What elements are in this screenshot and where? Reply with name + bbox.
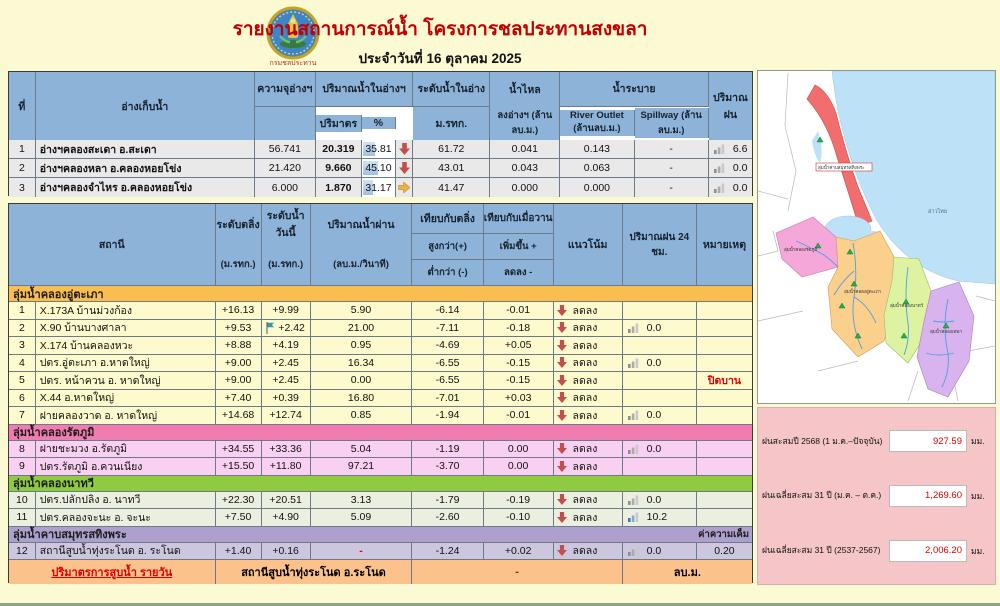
trend-cell: ลดลง: [554, 372, 623, 390]
trend-cell: ลดลง: [554, 320, 623, 338]
map-peninsula-label: ลุ่มน้ำคาบสมุทรสทิงพระ: [818, 165, 865, 170]
level-value: 43.01: [413, 159, 490, 178]
rain-stats-panel: [757, 407, 996, 585]
remark-cell: [697, 407, 752, 425]
rain-bars-icon: [714, 183, 725, 193]
rain-cell: 0.0: [623, 407, 697, 425]
col-level-unit: ม.รทก.: [413, 107, 490, 141]
percent-cell: [362, 178, 396, 197]
pumping-station-label: สถานีสูบน้ำทุ่งระโนด อ.ระโนด: [216, 560, 413, 584]
inflow-value: 0.000: [490, 178, 560, 197]
station-row: 1 X.173A บ้านม่วงก้อง +16.13 +9.99 5.90 -6.14 -0.01 ลดลง: [9, 302, 752, 320]
percent-cell: [362, 140, 396, 159]
map-nathawi-label: ลุ่มน้ำคลองนาทวี: [890, 303, 924, 308]
basin-map-panel: [757, 70, 996, 404]
col-volume-group: ปริมาณน้ำในอ่างฯ: [316, 72, 413, 107]
rain-stat-label: ฝนเฉลี่ยสะสม 31 ปี (2537-2567): [762, 544, 881, 555]
down-arrow-icon: [396, 159, 413, 178]
col-spillway: Spillway (ล้านลบ.ม.): [635, 108, 709, 138]
station-table: [8, 203, 753, 583]
trend-cell: ลดลง: [554, 407, 623, 425]
down-arrow-icon: [557, 392, 567, 403]
remark-cell: ปิดบาน: [697, 372, 752, 390]
col-level-group: ระดับน้ำในอ่าง: [413, 72, 490, 107]
percent-value: 35.81: [365, 143, 392, 155]
remark-cell: [697, 320, 752, 338]
right-arrow-icon: [396, 178, 413, 197]
station-row: 2 X.90 บ้านบางศาลา +9.53 +2.42 21.00 -7.11 -0.18 ลดลง 0.0: [9, 320, 752, 338]
col-flow: ปริมาณน้ำผ่าน: [311, 204, 413, 245]
rain-value: 0.0: [732, 181, 748, 194]
station-name: ปตร. หน้าควน อ. หาดใหญ่: [36, 372, 216, 390]
flag-icon: [266, 322, 275, 334]
station-name: X.174 บ้านคลองหวะ: [36, 337, 216, 355]
rain-stat-row: [762, 540, 991, 562]
down-arrow-icon: [557, 322, 567, 333]
rain-cell: [709, 140, 752, 159]
col-capacity: ความจุอ่างฯ: [255, 72, 316, 107]
report-date: ประจำวันที่ 16 ตุลาคม 2025: [358, 51, 522, 66]
pumping-unit-label: ลบ.ม.: [673, 567, 701, 579]
rain-value: 6.6: [732, 143, 748, 155]
row-no: 2: [9, 159, 36, 178]
pumping-footer-row: [9, 560, 752, 584]
down-arrow-icon: [557, 545, 567, 556]
reservoir-table: [8, 71, 753, 196]
rain-bars-icon: [628, 495, 639, 505]
section-label: ลุ่มน้ำคาบสมุทรสทิงพระ: [13, 529, 127, 541]
section-sathingphra: [9, 527, 752, 543]
col-discharge-group: น้ำระบาย: [560, 72, 709, 107]
col-inflow-top: น้ำไหล: [490, 72, 560, 106]
down-arrow-icon: [557, 461, 567, 472]
percent-value: 31.17: [365, 181, 392, 194]
col-vs-yesterday: เทียบกับเมื่อวาน: [484, 204, 554, 234]
col-inflow-unit: ลงอ่างฯ (ล้านลบ.ม.): [490, 106, 560, 140]
rain-stat-label: ฝนสะสมปี 2568 (1 ม.ค.–ปัจจุบัน): [762, 435, 883, 446]
station-name: ฝายชะมวง อ.รัตภูมิ: [36, 441, 216, 459]
salinity-value: 0.20: [697, 543, 752, 561]
percent-value: 45.10: [365, 162, 392, 174]
section-nathawi: [9, 476, 752, 492]
rain-stat-row: [762, 430, 991, 452]
col-vs-bank: เทียบกับตลิ่ง: [412, 204, 483, 234]
volume-value: 9.660: [316, 159, 362, 178]
remark-cell: [697, 492, 752, 510]
trend-cell: ลดลง: [554, 337, 623, 355]
rain-bars-icon: [628, 323, 639, 333]
spillway-value: -: [635, 140, 709, 159]
remark-cell: [697, 355, 752, 373]
station-row: 5 ปตร. หน้าควน อ. หาดใหญ่ +9.00 +2.45 0.00 -6.55 -0.15 ลดลง ปิดบาน: [9, 372, 752, 390]
down-arrow-icon: [557, 305, 567, 316]
remark-cell: [697, 337, 752, 355]
station-row: 10 ปตร.ปลักปลิง อ. นาทวี +22.30 +20.51 3.13 -1.79 -0.19 ลดลง 0.0: [9, 492, 752, 510]
down-arrow-icon: [396, 140, 413, 159]
station-name: ปตร.ปลักปลิง อ. นาทวี: [36, 492, 216, 510]
rain-bars-icon: [628, 358, 639, 368]
station-row: 3 X.174 บ้านคลองหวะ +8.88 +4.19 0.95 -4.69 +0.05 ลดลง: [9, 337, 752, 355]
section-label: ลุ่มน้ำคลองนาทวี: [13, 478, 94, 490]
station-row: 12 สถานีสูบน้ำทุ่งระโนด อ. ระโนด +1.40 +0.16 - -1.24 +0.02 ลดลง 0.0 0.20: [9, 543, 752, 561]
col-bank: ระดับตลิ่ง: [216, 204, 262, 245]
volume-value: 1.870: [316, 178, 362, 197]
col-remark: หมายเหตุ: [697, 204, 752, 286]
rain-cell: [709, 178, 752, 197]
section-label: ลุ่มน้ำคลองรัตภูมิ: [13, 427, 95, 439]
station-name: ปตร.รัตภูมิ อ.ควนเนียง: [36, 458, 216, 476]
col-rain-24h: ปริมาณฝน 24 ชม.: [623, 204, 697, 286]
reservoir-row: [9, 159, 752, 178]
remark-cell: [697, 458, 752, 476]
reservoir-name: อ่างฯคลองหลา อ.คลองหอยโข่ง: [36, 159, 255, 178]
rain-value: 0.0: [732, 162, 748, 174]
rain-cell: [623, 302, 697, 320]
row-no: 1: [9, 140, 36, 159]
trend-cell: ลดลง: [554, 390, 623, 408]
col-today: ระดับน้ำวันนี้: [262, 204, 311, 245]
reservoir-table-header: [9, 72, 752, 140]
rain-cell: 0.0: [623, 355, 697, 373]
trend-cell: ลดลง: [554, 302, 623, 320]
reservoir-row: [9, 178, 752, 197]
map-sea-label: อ่าวไทย: [928, 209, 948, 215]
map-thepha-label: ลุ่มน้ำคลองเทพา: [930, 329, 962, 334]
map-utapao-label: ลุ่มน้ำคลองอู่ตะเภา: [844, 289, 882, 294]
rain-cell: 10.2: [623, 509, 697, 527]
inflow-value: 0.043: [490, 159, 560, 178]
trend-cell: ลดลง: [554, 458, 623, 476]
river-outlet-value: 0.063: [560, 159, 634, 178]
spillway-value: -: [635, 178, 709, 197]
remark-cell: [697, 441, 752, 459]
rain-stat-unit: มม.: [971, 545, 985, 556]
spillway-value: -: [635, 159, 709, 178]
rain-cell: [623, 458, 697, 476]
salinity-column-label: ค่าความเค็ม: [698, 528, 749, 540]
down-arrow-icon: [557, 340, 567, 351]
trend-cell: ลดลง: [554, 441, 623, 459]
rain-cell: [623, 390, 697, 408]
river-outlet-value: 0.000: [560, 178, 634, 197]
section-rattaphum: [9, 425, 752, 441]
rain-bars-icon: [628, 410, 639, 420]
trend-cell: ลดลง: [554, 492, 623, 510]
col-no: ที่: [9, 72, 36, 140]
rain-cell: [623, 372, 697, 390]
capacity-value: 56.741: [255, 140, 316, 159]
remark-cell: [697, 390, 752, 408]
station-row: 8 ฝายชะมวง อ.รัตภูมิ +34.55 +33.36 5.04 -1.19 0.00 ลดลง 0.0: [9, 441, 752, 459]
rain-bars-icon: [628, 546, 639, 556]
col-river-outlet: River Outlet (ล้านลบ.ม.): [560, 110, 634, 136]
down-arrow-icon: [557, 375, 567, 386]
col-volume: ปริมาตร: [316, 115, 362, 132]
station-row: 6 X.44 อ.หาดใหญ่ +7.40 +0.39 16.80 -7.01 +0.03 ลดลง: [9, 390, 752, 408]
section-utapao: [9, 286, 752, 302]
station-table-header: สถานี ระดับตลิ่ง (ม.รทก.) ระดับน้ำวันนี้ (ม.รทก.) ปริมาณน้ำผ่าน (ลบ.ม./วินาที) เทียบกับตลิ่ง สูงกว่า(+) ต่ำกว่า (-) เทียบกับเมื่อวาน เพิ่มขึ้น + ลดลง - แนวโน้ม ปริมาณฝน 24 ชม. หมายเหตุ: [9, 204, 752, 286]
volume-value: 20.319: [316, 140, 362, 159]
page-title: รายงานสถานการณ์น้ำ โครงการชลประทานสงขลา: [232, 19, 648, 40]
level-value: 61.72: [413, 140, 490, 159]
reservoir-name: อ่างฯคลองสะเดา อ.สะเดา: [36, 140, 255, 159]
col-reservoir: อ่างเก็บน้ำ: [36, 72, 255, 140]
remark-cell: [697, 509, 752, 527]
rain-cell: [623, 337, 697, 355]
rain-stat-value: 2,006.20: [889, 540, 967, 562]
map-rattaphum-label: ลุ่มน้ำคลองรัตภูมิ: [784, 247, 818, 252]
station-name: X.173A บ้านม่วงก้อง: [36, 302, 216, 320]
rain-cell: 0.0: [623, 492, 697, 510]
down-arrow-icon: [557, 357, 567, 368]
level-value: 41.47: [413, 178, 490, 197]
station-row: 9 ปตร.รัตภูมิ อ.ควนเนียง +15.50 +11.80 97.21 -3.70 0.00 ลดลง: [9, 458, 752, 476]
rain-bars-icon: [628, 444, 639, 454]
remark-cell: [697, 302, 752, 320]
station-row: 7 ฝายคลองวาด อ. หาดใหญ่ +14.68 +12.74 0.85 -1.94 -0.01 ลดลง 0.0: [9, 407, 752, 425]
map-lagoon: [812, 131, 822, 163]
trend-cell: ลดลง: [554, 355, 623, 373]
station-row: 11 ปตร.คลองจะนะ อ. จะนะ +7.50 +4.90 5.09 -2.60 -0.10 ลดลง 10.2: [9, 509, 752, 527]
rain-stat-unit: มม.: [971, 436, 985, 447]
rain-stat-value: 927.59: [889, 430, 967, 452]
rain-stat-value: 1,269.60: [889, 485, 967, 507]
station-row: 4 ปตร.อู่ตะเภา อ.หาดใหญ่ +9.00 +2.45 16.34 -6.55 -0.15 ลดลง 0.0: [9, 355, 752, 373]
trend-cell: ลดลง: [554, 543, 623, 561]
station-name: X.44 อ.หาดใหญ่: [36, 390, 216, 408]
capacity-value: 6.000: [255, 178, 316, 197]
down-arrow-icon: [557, 494, 567, 505]
reservoir-row: [9, 140, 752, 159]
station-name: ปตร.อู่ตะเภา อ.หาดใหญ่: [36, 355, 216, 373]
down-arrow-icon: [557, 443, 567, 454]
rain-cell: 0.0: [623, 543, 697, 561]
station-name: ฝายคลองวาด อ. หาดใหญ่: [36, 407, 216, 425]
rain-stat-label: ฝนเฉลี่ยสะสม 31 ปี (ม.ค. – ต.ค.): [762, 490, 882, 501]
rain-bars-icon-blue: [628, 512, 639, 522]
capacity-value: 21.420: [255, 159, 316, 178]
rain-bars-icon: [714, 163, 725, 173]
rain-stat-row: [762, 485, 991, 507]
col-percent: %: [362, 117, 396, 129]
report-header: [0, 0, 760, 68]
col-station: สถานี: [9, 204, 216, 286]
rain-cell: 0.0: [623, 320, 697, 338]
down-arrow-icon: [557, 410, 567, 421]
rain-cell: [709, 159, 752, 178]
basin-map: [758, 71, 995, 403]
col-trend: แนวโน้ม: [554, 204, 623, 286]
trend-cell: ลดลง: [554, 509, 623, 527]
inflow-value: 0.041: [490, 140, 560, 159]
percent-cell: [362, 159, 396, 178]
down-arrow-icon: [557, 512, 567, 523]
col-rain: ปริมาณฝน: [709, 72, 752, 140]
rain-stat-unit: มม.: [971, 490, 985, 501]
logo-caption: กรมชลประทาน: [269, 60, 317, 67]
station-name: ปตร.คลองจะนะ อ. จะนะ: [36, 509, 216, 527]
reservoir-name: อ่างฯคลองจำไหร อ.คลองหอยโข่ง: [36, 178, 255, 197]
pumping-volume-label: ปริมาตรการสูบน้ำ รายวัน: [51, 567, 173, 579]
rain-bars-icon: [714, 144, 725, 154]
section-label: ลุ่มน้ำคลองอู่ตะเภา: [13, 288, 104, 301]
row-no: 3: [9, 178, 36, 197]
river-outlet-value: 0.143: [560, 140, 634, 159]
station-name: สถานีสูบน้ำทุ่งระโนด อ. ระโนด: [36, 543, 216, 561]
rain-cell: 0.0: [623, 441, 697, 459]
station-name: X.90 บ้านบางศาลา: [36, 320, 216, 338]
pumping-volume-value: -: [412, 560, 622, 584]
